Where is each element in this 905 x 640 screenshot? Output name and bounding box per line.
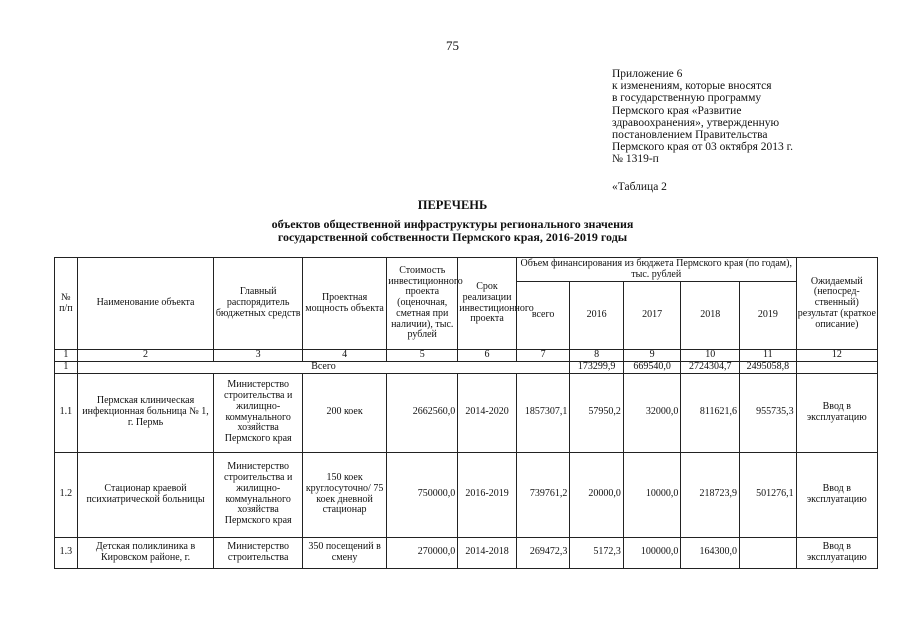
- document-title: ПЕРЕЧЕНЬ: [417, 198, 488, 212]
- column-number: 3: [214, 350, 302, 362]
- header-2016: 2016: [570, 282, 623, 350]
- row-2018: 218723,9: [681, 452, 740, 537]
- row-cost: 750000,0: [387, 452, 458, 537]
- column-number: 9: [623, 350, 681, 362]
- summary-empty: [796, 361, 877, 373]
- row-num: 1.1: [55, 373, 78, 452]
- column-number: 12: [796, 350, 877, 362]
- row-period: 2014-2020: [458, 373, 517, 452]
- appendix-line: Приложение 6: [612, 68, 683, 80]
- column-number: 2: [77, 350, 214, 362]
- appendix-line: здравоохранения», утвержденную: [612, 116, 780, 129]
- appendix-line: № 1319-п: [612, 153, 659, 166]
- row-2016: 57950,2: [570, 373, 623, 452]
- row-capacity: 200 коек: [302, 373, 386, 452]
- row-num: 1.2: [55, 452, 78, 537]
- document-subtitle: [0, 218, 905, 243]
- row-period: 2016-2019: [458, 452, 517, 537]
- header-num: № п/п: [55, 258, 78, 350]
- header-2017: 2017: [623, 282, 681, 350]
- header-cost: Стоимость инвестиционного проекта (оценочная, сметная при наличии), тыс. рублей: [387, 258, 458, 350]
- appendix-line: в государственную программу: [612, 92, 762, 105]
- summary-2016: 173299,9: [570, 361, 623, 373]
- row-name: Стационар краевой психиатрической больницы: [77, 452, 214, 537]
- header-2018: 2018: [681, 282, 740, 350]
- table-row: [55, 537, 878, 568]
- appendix-line: Пермского края от 03 октября 2013 г.: [612, 141, 793, 154]
- header-admin: Главный распорядитель бюджетных средств: [214, 258, 302, 350]
- column-number: 10: [681, 350, 740, 362]
- header-period: Срок реализации инвестиционного проекта: [458, 258, 517, 350]
- column-number: 5: [387, 350, 458, 362]
- row-2019: [740, 537, 797, 568]
- row-num: 1.3: [55, 537, 78, 568]
- column-numbers-row: [55, 350, 878, 362]
- row-result: Ввод в эксплуатацию: [796, 452, 877, 537]
- appendix-note: [612, 68, 793, 166]
- summary-2018: 2724304,7: [681, 361, 740, 373]
- row-2019: 501276,1: [740, 452, 797, 537]
- column-number: 7: [516, 350, 569, 362]
- header-capacity: Проектная мощность объекта: [302, 258, 386, 350]
- column-number: 8: [570, 350, 623, 362]
- row-admin: Министерство строительства и жилищно-коммунального хозяйства Пермского края: [214, 373, 302, 452]
- row-name: Детская поликлиника в Кировском районе, г.: [77, 537, 214, 568]
- summary-label: Всего: [77, 361, 570, 373]
- summary-2019: 2495058,8: [740, 361, 797, 373]
- row-total: 1857307,1: [516, 373, 569, 452]
- row-capacity: 150 коек круглосуточно/ 75 коек дневной стационар: [302, 452, 386, 537]
- row-capacity: 350 посещений в смену: [302, 537, 386, 568]
- row-admin: Министерство строительства: [214, 537, 302, 568]
- header-total: всего: [516, 282, 569, 350]
- appendix-line: Пермского края «Развитие: [612, 104, 742, 117]
- row-cost: 270000,0: [387, 537, 458, 568]
- summary-num: 1: [55, 361, 78, 373]
- objects-table: [54, 257, 878, 569]
- row-total: 269472,3: [516, 537, 569, 568]
- summary-row: [55, 361, 878, 373]
- header-financing: Объем финансирования из бюджета Пермского края (по годам), тыс. рублей: [516, 258, 796, 282]
- row-2017: 32000,0: [623, 373, 681, 452]
- row-2018: 811621,6: [681, 373, 740, 452]
- row-2018: 164300,0: [681, 537, 740, 568]
- table-row: [55, 373, 878, 452]
- row-result: Ввод в эксплуатацию: [796, 373, 877, 452]
- row-result: Ввод в эксплуатацию: [796, 537, 877, 568]
- row-admin: Министерство строительства и жилищно-коммунального хозяйства Пермского края: [214, 452, 302, 537]
- header-2019: 2019: [740, 282, 797, 350]
- row-period: 2014-2018: [458, 537, 517, 568]
- row-2019: 955735,3: [740, 373, 797, 452]
- column-number: 6: [458, 350, 517, 362]
- column-number: 4: [302, 350, 386, 362]
- row-total: 739761,2: [516, 452, 569, 537]
- column-number: 1: [55, 350, 78, 362]
- column-number: 11: [740, 350, 797, 362]
- page-number: 75: [446, 38, 459, 53]
- row-2017: 10000,0: [623, 452, 681, 537]
- header-name: Наименование объекта: [77, 258, 214, 350]
- row-2016: 20000,0: [570, 452, 623, 537]
- row-2016: 5172,3: [570, 537, 623, 568]
- row-cost: 2662560,0: [387, 373, 458, 452]
- row-name: Пермская клиническая инфекционная больница № 1, г. Пермь: [77, 373, 214, 452]
- table-row: [55, 452, 878, 537]
- subtitle-line: государственной собственности Пермского края, 2016-2019 годы: [277, 229, 628, 244]
- table-label: «Таблица 2: [612, 181, 667, 193]
- subtitle-line: объектов общественной инфраструктуры регионального значения: [271, 217, 634, 231]
- appendix-line: к изменениям, которые вносятся: [612, 80, 772, 93]
- header-result: Ожидаемый (непосред-ственный) результат (краткое описание): [796, 258, 877, 350]
- appendix-line: постановлением Правительства: [612, 129, 768, 142]
- row-2017: 100000,0: [623, 537, 681, 568]
- summary-2017: 669540,0: [623, 361, 681, 373]
